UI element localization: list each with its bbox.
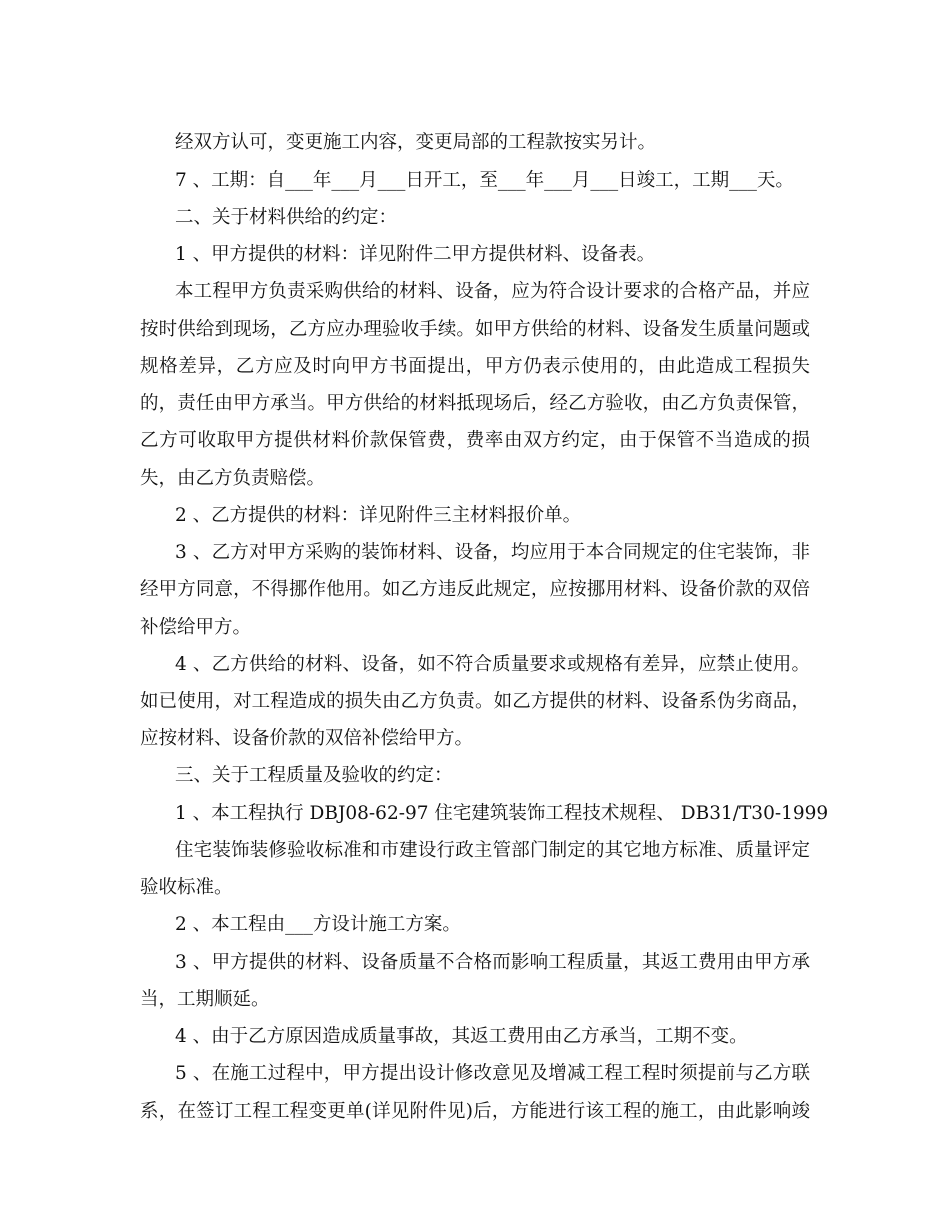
text-line: 3 、甲方提供的材料、设备质量不合格而影响工程质量，其返工费用由甲方承 bbox=[175, 952, 810, 973]
text-line: 应按材料、设备价款的双倍补偿给甲方。 bbox=[140, 728, 474, 749]
text-line: 2 、本工程由___方设计施工方案。 bbox=[175, 914, 461, 935]
text-line: 住宅装饰装修验收标准和市建设行政主管部门制定的其它地方标准、质量评定 bbox=[175, 840, 810, 861]
text-line: 乙方可收取甲方提供材料价款保管费，费率由双方约定，由于保管不当造成的损 bbox=[140, 430, 810, 451]
text-line: 当，工期顺延。 bbox=[140, 989, 270, 1010]
text-line: 7 、工期：自___年___月___日开工，至___年___月___日竣工，工期___天。 bbox=[175, 170, 794, 191]
text-line: 4 、乙方供给的材料、设备，如不符合质量要求或规格有差异，应禁止使用。 bbox=[175, 654, 810, 675]
text-line: 规格差异，乙方应及时向甲方书面提出，甲方仍表示使用的，由此造成工程损失 bbox=[140, 356, 810, 377]
text-line: 补偿给甲方。 bbox=[140, 617, 252, 638]
text-line: 1 、甲方提供的材料：详见附件二甲方提供材料、设备表。 bbox=[175, 244, 656, 265]
section-heading: 二、关于材料供给的约定： bbox=[175, 207, 398, 228]
text-line: 本工程甲方负责采购供给的材料、设备，应为符合设计要求的合格产品，并应 bbox=[175, 281, 810, 302]
text-line: 失，由乙方负责赔偿。 bbox=[140, 468, 326, 489]
text-line: 按时供给到现场，乙方应办理验收手续。如甲方供给的材料、设备发生质量问题或 bbox=[140, 319, 810, 340]
text-line: 如已使用，对工程造成的损失由乙方负责。如乙方提供的材料、设备系伪劣商品， bbox=[140, 691, 810, 712]
text-line: 验收标准。 bbox=[140, 877, 233, 898]
text-line: 的，责任由甲方承当。甲方供给的材料抵现场后，经乙方验收，由乙方负责保管， bbox=[140, 393, 810, 414]
text-line: 经甲方同意，不得挪作他用。如乙方违反此规定，应按挪用材料、设备价款的双倍 bbox=[140, 579, 810, 600]
text-line: 4 、由于乙方原因造成质量事故，其返工费用由乙方承当，工期不变。 bbox=[175, 1026, 748, 1047]
text-line: 系，在签订工程工程变更单(详见附件见)后，方能进行该工程的施工，由此影响竣 bbox=[140, 1101, 810, 1122]
text-line: 1 、本工程执行 DBJ08-62-97 住宅建筑装饰工程技术规程、 DB31/T30-1999 bbox=[175, 803, 829, 824]
text-line: 3 、乙方对甲方采购的装饰材料、设备，均应用于本合同规定的住宅装饰，非 bbox=[175, 542, 810, 563]
text-line: 2 、乙方提供的材料：详见附件三主材料报价单。 bbox=[175, 505, 582, 526]
section-heading: 三、关于工程质量及验收的约定： bbox=[175, 765, 453, 786]
text-line: 5 、在施工过程中，甲方提出设计修改意见及增减工程工程时须提前与乙方联 bbox=[175, 1063, 810, 1084]
text-line: 经双方认可，变更施工内容，变更局部的工程款按实另计。 bbox=[175, 132, 657, 153]
